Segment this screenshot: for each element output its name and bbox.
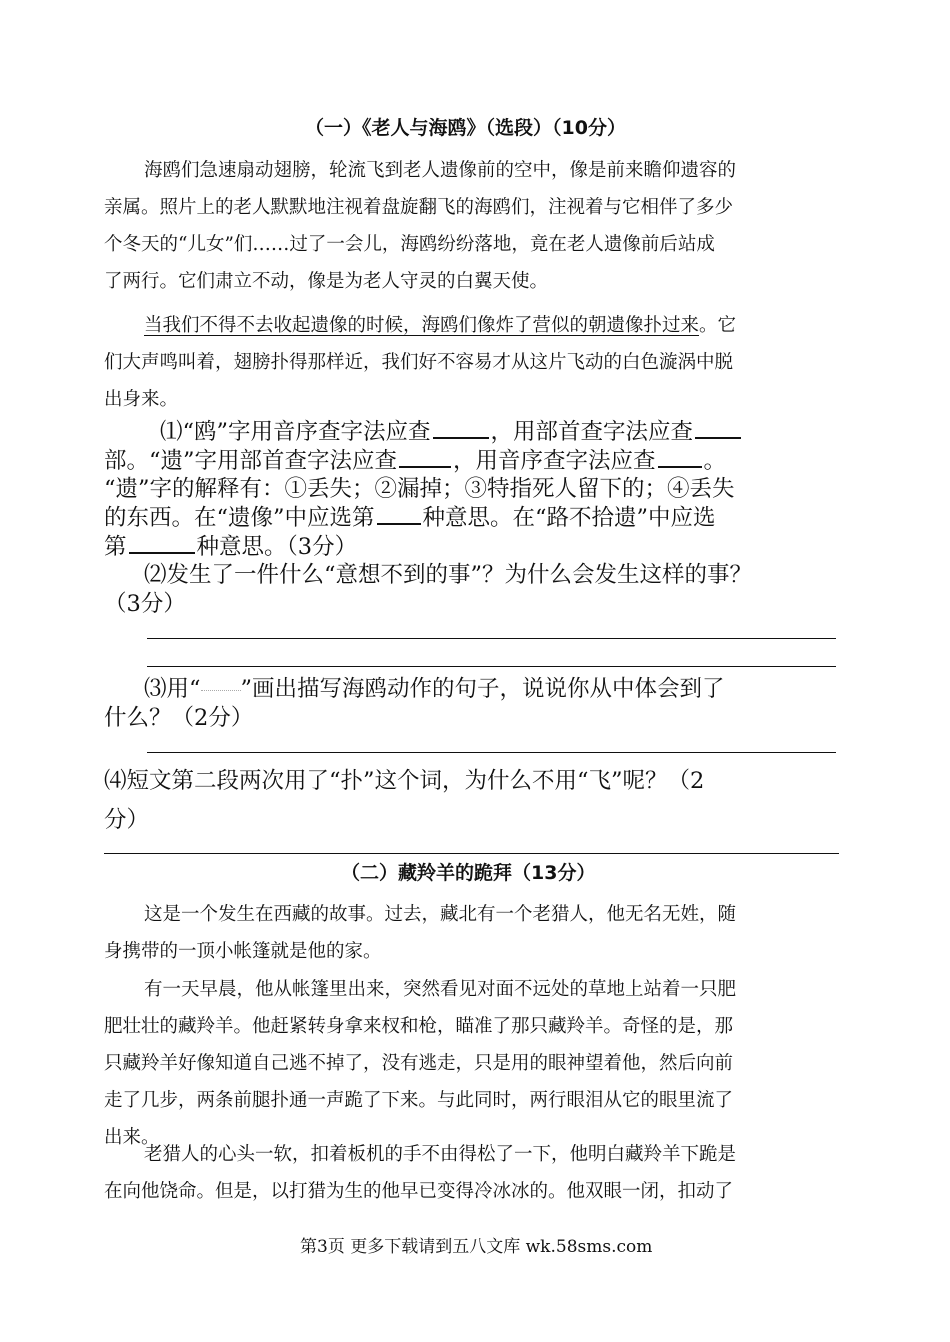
answer-line[interactable]	[147, 638, 836, 639]
question-2-line: ⑵发生了一件什么“意想不到的事”？为什么会发生这样的事？	[144, 562, 753, 588]
passage3-line: 走了几步，两条前腿扑通一声跪了下来。与此同时，两行眼泪从它的眼里流了	[104, 1090, 734, 1111]
passage3-line: 老猎人的心头一软，扣着板机的手不由得松了一下，他明白藏羚羊下跪是	[144, 1144, 737, 1165]
question-1-line: 的东西。在“遗像”中应选第 种意思。在“路不拾遗”中应选	[104, 505, 716, 531]
passage1-line: 海鸥们急速扇动翅膀，轮流飞到老人遗像前的空中，像是前来瞻仰遗容的	[144, 160, 737, 181]
question-1-line: 部。“遗”字用部首查字法应查 ，用音序查字法应查 。	[104, 448, 727, 474]
answer-blank[interactable]	[695, 436, 741, 439]
section1-title: （一）《老人与海鸥》（选段）（10分）	[305, 117, 626, 139]
question-2-line: （3分）	[104, 591, 186, 617]
section2-title: （二）藏羚羊的跪拜（13分）	[341, 862, 596, 884]
question-1-line: 第 种意思。（3分）	[104, 534, 358, 560]
answer-blank[interactable]	[658, 465, 702, 468]
answer-line[interactable]	[147, 752, 836, 753]
passage3-line: 出来。	[104, 1127, 160, 1148]
question-4-line: ⑷短文第二段两次用了“扑”这个词，为什么不用“飞”呢？（2	[104, 768, 705, 794]
answer-blank[interactable]	[433, 436, 489, 439]
answer-blank[interactable]	[129, 551, 195, 554]
passage3-line: 有一天早晨，他从帐篷里出来，突然看见对面不远处的草地上站着一只肥	[144, 979, 737, 1000]
page-footer: 第3页 更多下载请到五八文库 wk.58sms.com	[300, 1237, 653, 1257]
passage3-line: 肥壮壮的藏羚羊。他赶紧转身拿来杈和枪，瞄准了那只藏羚羊。奇怪的是，那	[104, 1016, 734, 1037]
section-divider	[104, 853, 839, 854]
answer-line[interactable]	[147, 666, 836, 667]
passage2-line: 们大声鸣叫着，翅膀扑得那样近，我们好不容易才从这片飞动的白色漩涡中脱	[104, 352, 734, 373]
passage3-line: 在向他饶命。但是，以打猎为生的他早已变得冷冰冰的。他双眼一闭，扣动了	[104, 1181, 734, 1202]
passage1-line: 个冬天的“儿女”们……过了一会儿，海鸥纷纷落地，竟在老人遗像前后站成	[104, 234, 715, 255]
question-4-line: 分）	[104, 807, 150, 833]
underlined-sentence: 当我们不得不去收起遗像的时候，海鸥们像炸了营似的朝遗像扑过来	[144, 315, 700, 336]
wavy-underline-mark	[201, 689, 241, 691]
passage3-line: 身携带的一顶小帐篷就是他的家。	[104, 941, 382, 962]
passage3-line: 这是一个发生在西藏的故事。过去，藏北有一个老猎人，他无名无姓，随	[144, 904, 737, 925]
passage3-line: 只藏羚羊好像知道自己逃不掉了，没有逃走，只是用的眼神望着他，然后向前	[104, 1053, 734, 1074]
question-1-line: ⑴“鸥”字用音序查字法应查 ，用部首查字法应查	[160, 414, 743, 446]
passage1-line: 亲属。照片上的老人默默地注视着盘旋翻飞的海鸥们，注视着与它相伴了多少	[104, 197, 734, 218]
question-3-line: 什么？（2分）	[104, 705, 254, 731]
question-3-line: ⑶用“ ”画出描写海鸥动作的句子，说说你从中体会到了	[144, 676, 725, 702]
passage2-line: 出身来。	[104, 389, 179, 410]
question-1-line: “遗”字的解释有：①丢失；②漏掉；③特指死人留下的；④丢失	[104, 476, 735, 502]
answer-blank[interactable]	[399, 465, 451, 468]
passage2-first-line: 当我们不得不去收起遗像的时候，海鸥们像炸了营似的朝遗像扑过来。它	[144, 315, 737, 336]
answer-blank[interactable]	[377, 522, 421, 525]
passage1-line: 了两行。它们肃立不动，像是为老人守灵的白翼天使。	[104, 271, 549, 292]
